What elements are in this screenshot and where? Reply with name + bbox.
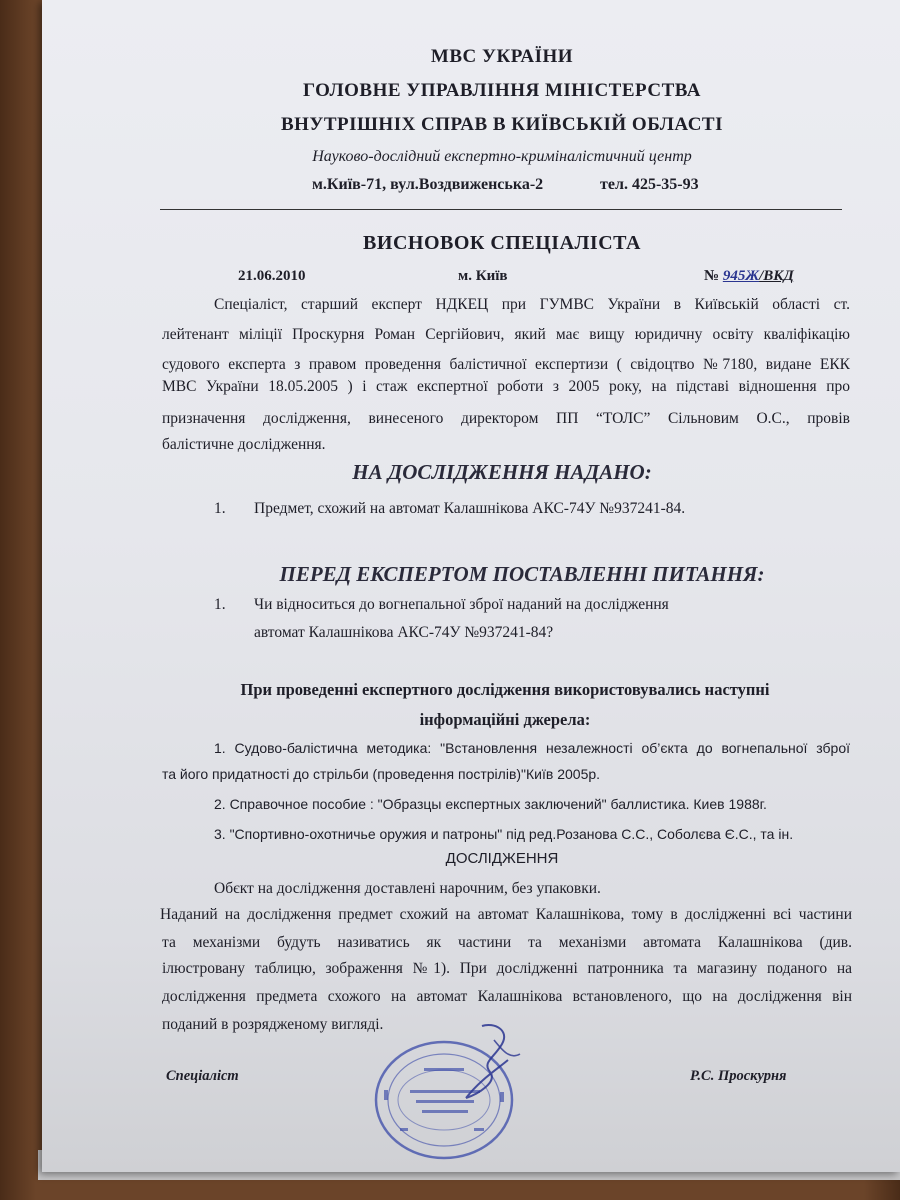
signature-name: Р.С. Проскурня (690, 1068, 787, 1084)
header-address: м.Київ-71, вул.Воздвиженська-2 (312, 176, 544, 193)
header-line-region: ВНУТРІШНІХ СПРАВ В КИЇВСЬКІЙ ОБЛАСТІ (280, 114, 723, 135)
number-suffix: /ВКД (759, 268, 794, 284)
source-3: 3. "Спортивно-охотничье оружия и патроны" під ред.Розанова С.С., Соболєва Є.С., та ін. (214, 826, 794, 842)
document-number (704, 268, 794, 285)
question-line-2: автомат Калашнікова АКС-74У №937241-84? (254, 624, 554, 641)
source-2: 2. Справочное пособие : "Образцы експертных заключений" баллистика. Киев 1988г. (214, 796, 767, 812)
question-item-number: 1. (214, 596, 226, 613)
number-handwritten: 945Ж (722, 268, 760, 284)
sources-title-line-1: При проведенні експертного дослідження використовувались наступні (240, 680, 770, 699)
provided-item-number: 1. (214, 500, 226, 517)
research-line-2: та механізми будуть називатись як частини та механізми автомата Калашнікова (див. (162, 934, 852, 951)
question-line-1: Чи відноситься до вогнепальної зброї наданий на дослідження (254, 596, 669, 613)
header-line-ministry: МВС УКРАЇНИ (430, 46, 574, 67)
signature-role: Спеціаліст (166, 1068, 239, 1084)
research-line-3: ілюстровану таблицю, зображення №1). При дослідженні патронника та магазину поданого на (162, 960, 852, 977)
research-intro-line: Обєкт на дослідження доставлені нарочним, без упаковки. (214, 880, 601, 897)
intro-line-6: балістичне дослідження. (162, 436, 326, 453)
header-phone: тел. 425-35-93 (600, 176, 699, 193)
document-title: ВИСНОВОК СПЕЦІАЛІСТА (363, 232, 641, 254)
number-sign: № (704, 268, 720, 284)
research-line-4: дослідження предмета схожого на автомат Калашнікова встановленого, що на дослідження він (162, 988, 852, 1005)
document-date: 21.06.2010 (238, 268, 306, 284)
stamp-graphic (370, 1020, 530, 1160)
header-center-name: Науково-дослідний експертно-криміналістичний центр (312, 148, 692, 165)
intro-line-4: МВС України 18.05.2005 ) і стаж експертної роботи з 2005 року, на підставі відношення про (162, 378, 850, 395)
research-line-1: Наданий на дослідження предмет схожий на автомат Калашнікова, тому в дослідженні всі частини (160, 906, 852, 923)
sources-title-line-2: інформаційні джерела: (419, 710, 591, 729)
intro-line-3: судового експерта з правом проведення балістичної експертизи ( свідоцтво №7180, видане ЕКК (162, 356, 850, 373)
research-line-5: поданий в розрядженому вигляді. (162, 1016, 384, 1033)
intro-line-5: призначення дослідження, винесеного директором ПП “ТОЛС” Сільновим О.С., провів (162, 410, 850, 427)
document-city: м. Київ (458, 268, 508, 284)
source-1-line-2: та його придатності до стрільби (проведення пострілів)"Київ 2005р. (162, 766, 601, 782)
questions-section-title: ПЕРЕД ЕКСПЕРТОМ ПОСТАВЛЕННІ ПИТАННЯ: (279, 562, 765, 586)
source-1-line-1: 1. Судово-балістична методика: "Встановлення незалежності об’єкта до вогнепальної зброї (214, 740, 850, 756)
research-section-title: ДОСЛІДЖЕННЯ (445, 850, 559, 867)
intro-line-2: лейтенант міліції Проскурня Роман Сергійович, який має вищу юридичну освіту кваліфікацію (162, 326, 850, 343)
header-divider (160, 209, 842, 210)
provided-item-text: Предмет, схожий на автомат Калашнікова АКС-74У №937241-84. (254, 500, 686, 517)
provided-section-title: НА ДОСЛІДЖЕННЯ НАДАНО: (352, 460, 652, 484)
intro-line-1: Спеціаліст, старший експерт НДКЕЦ при ГУМВС України в Київській області ст. (214, 296, 850, 313)
header-line-department: ГОЛОВНЕ УПРАВЛІННЯ МІНІСТЕРСТВА (303, 80, 701, 101)
official-stamp (370, 1020, 530, 1160)
